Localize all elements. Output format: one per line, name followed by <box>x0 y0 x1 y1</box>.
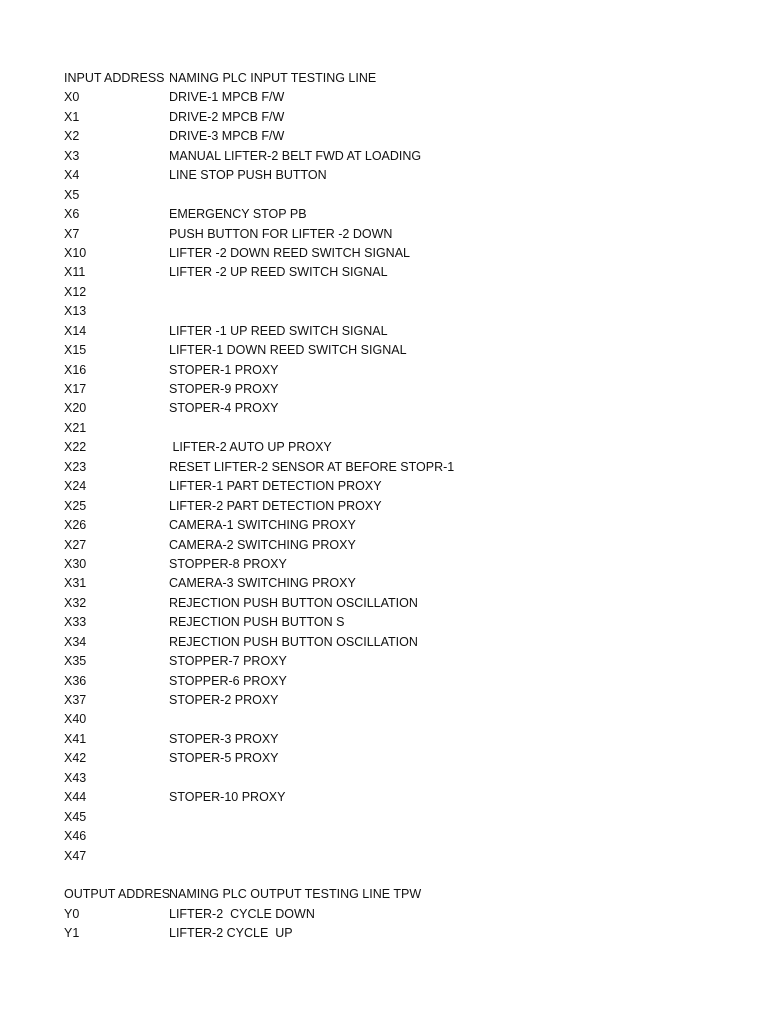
output-row <box>64 905 744 924</box>
address-cell: X46 <box>64 829 87 844</box>
input-row <box>64 283 744 302</box>
input-row <box>64 244 744 263</box>
address-cell: X45 <box>64 809 87 824</box>
address-cell: X40 <box>64 712 87 727</box>
naming-cell: EMERGENCY STOP PB <box>169 207 307 222</box>
input-row <box>64 574 744 593</box>
input-row <box>64 672 744 691</box>
naming-cell: STOPPER-6 PROXY <box>169 673 287 688</box>
input-row <box>64 438 744 457</box>
naming-cell: LIFTER-1 PART DETECTION PROXY <box>169 479 382 494</box>
naming-cell <box>169 808 744 827</box>
naming-cell: REJECTION PUSH BUTTON S <box>169 615 345 630</box>
input-row <box>64 749 744 768</box>
address-cell: X2 <box>64 129 80 144</box>
address-cell: X35 <box>64 654 87 669</box>
address-cell: X25 <box>64 498 87 513</box>
naming-cell: CAMERA-1 SWITCHING PROXY <box>169 518 356 533</box>
address-cell: X10 <box>64 245 87 260</box>
naming-cell <box>169 827 744 846</box>
input-row <box>64 769 744 788</box>
address-cell: X43 <box>64 770 87 785</box>
input-row <box>64 166 744 185</box>
address-cell: X17 <box>64 382 87 396</box>
address-cell: X16 <box>64 362 87 377</box>
address-cell: X0 <box>64 90 80 105</box>
naming-cell: STOPER-2 PROXY <box>169 693 279 707</box>
address-cell: X13 <box>64 304 87 319</box>
input-address-header: INPUT ADDRESS <box>64 71 165 85</box>
address-cell: X26 <box>64 518 87 533</box>
address-cell: X12 <box>64 284 87 299</box>
address-cell: X6 <box>64 207 80 222</box>
address-cell: X7 <box>64 226 80 241</box>
naming-cell: DRIVE-1 MPCB F/W <box>169 90 285 105</box>
input-row <box>64 322 744 341</box>
naming-cell <box>169 769 744 788</box>
naming-cell: STOPER-9 PROXY <box>169 382 279 396</box>
input-row <box>64 691 744 710</box>
input-list <box>64 88 744 866</box>
naming-cell: DRIVE-2 MPCB F/W <box>169 109 285 124</box>
address-cell: X22 <box>64 440 87 455</box>
address-cell: X34 <box>64 634 87 649</box>
input-row <box>64 108 744 127</box>
address-cell: X5 <box>64 187 80 202</box>
naming-cell: LIFTER-2 AUTO UP PROXY <box>169 440 332 455</box>
output-list <box>64 905 744 944</box>
naming-cell: LIFTER-2 CYCLE DOWN <box>169 906 315 921</box>
naming-cell: LIFTER-1 DOWN REED SWITCH SIGNAL <box>169 343 407 358</box>
input-row <box>64 536 744 555</box>
naming-cell: LIFTER-2 PART DETECTION PROXY <box>169 498 382 513</box>
address-cell: X20 <box>64 401 87 416</box>
input-row <box>64 205 744 224</box>
naming-cell: STOPER-5 PROXY <box>169 751 279 766</box>
address-cell: X41 <box>64 731 87 746</box>
naming-cell: CAMERA-2 SWITCHING PROXY <box>169 537 356 552</box>
address-cell: X21 <box>64 420 87 435</box>
address-cell: X31 <box>64 576 87 591</box>
address-cell: X42 <box>64 751 87 766</box>
input-row <box>64 710 744 729</box>
output-row <box>64 924 744 943</box>
naming-cell: LIFTER -1 UP REED SWITCH SIGNAL <box>169 323 388 338</box>
input-row <box>64 186 744 205</box>
output-header-row <box>64 885 744 904</box>
naming-cell: MANUAL LIFTER-2 BELT FWD AT LOADING <box>169 148 422 163</box>
naming-cell: STOPER-3 PROXY <box>169 731 279 746</box>
input-row <box>64 555 744 574</box>
address-cell: X14 <box>64 323 87 338</box>
address-cell: X33 <box>64 615 87 630</box>
address-cell: Y0 <box>64 906 80 921</box>
address-cell: X24 <box>64 479 87 494</box>
address-cell: X32 <box>64 595 87 610</box>
address-cell: X37 <box>64 693 87 707</box>
input-row <box>64 147 744 166</box>
input-row <box>64 419 744 438</box>
address-cell: Y1 <box>64 926 80 941</box>
input-row <box>64 594 744 613</box>
input-row <box>64 477 744 496</box>
address-cell: X23 <box>64 459 87 474</box>
naming-cell: REJECTION PUSH BUTTON OSCILLATION <box>169 595 418 610</box>
naming-cell: DRIVE-3 MPCB F/W <box>169 129 285 144</box>
input-row <box>64 497 744 516</box>
input-row <box>64 516 744 535</box>
input-header-row <box>64 69 744 88</box>
address-cell: X36 <box>64 673 87 688</box>
input-row <box>64 730 744 749</box>
input-row <box>64 788 744 807</box>
input-row <box>64 127 744 146</box>
naming-cell: REJECTION PUSH BUTTON OSCILLATION <box>169 634 418 649</box>
naming-cell: RESET LIFTER-2 SENSOR AT BEFORE STOPR-1 <box>169 459 455 474</box>
naming-cell: LIFTER -2 UP REED SWITCH SIGNAL <box>169 265 388 280</box>
naming-cell: CAMERA-3 SWITCHING PROXY <box>169 576 356 591</box>
input-row <box>64 380 744 399</box>
naming-cell: STOPER-1 PROXY <box>169 362 279 377</box>
input-row <box>64 633 744 652</box>
address-cell: X11 <box>64 265 86 280</box>
naming-cell: STOPER-4 PROXY <box>169 401 279 416</box>
address-cell: X4 <box>64 168 80 183</box>
naming-cell <box>169 186 744 205</box>
io-list-sheet <box>64 69 744 944</box>
address-cell: X3 <box>64 148 80 163</box>
input-row <box>64 361 744 380</box>
naming-cell: STOPPER-7 PROXY <box>169 654 287 669</box>
naming-cell: STOPER-10 PROXY <box>169 790 286 805</box>
input-row <box>64 613 744 632</box>
address-cell: X44 <box>64 790 87 805</box>
input-row <box>64 263 744 282</box>
naming-cell <box>169 710 744 729</box>
input-row <box>64 225 744 244</box>
address-cell: X30 <box>64 556 87 571</box>
section-spacer <box>64 866 744 885</box>
input-row <box>64 847 744 866</box>
naming-cell <box>169 302 744 321</box>
input-row <box>64 302 744 321</box>
output-address-header: OUTPUT ADDRES <box>64 887 171 902</box>
input-row <box>64 341 744 360</box>
address-cell: X15 <box>64 343 87 358</box>
address-cell: X47 <box>64 848 87 863</box>
naming-cell <box>169 283 744 302</box>
address-cell: X27 <box>64 537 87 552</box>
naming-cell: LINE STOP PUSH BUTTON <box>169 168 327 183</box>
naming-cell: STOPPER-8 PROXY <box>169 556 287 571</box>
output-naming-header: NAMING PLC OUTPUT TESTING LINE TPW <box>169 887 422 902</box>
naming-cell <box>169 847 744 866</box>
naming-cell: LIFTER -2 DOWN REED SWITCH SIGNAL <box>169 245 410 260</box>
input-row <box>64 652 744 671</box>
input-row <box>64 827 744 846</box>
input-row <box>64 88 744 107</box>
address-cell: X1 <box>64 109 80 124</box>
naming-cell: PUSH BUTTON FOR LIFTER -2 DOWN <box>169 226 393 241</box>
input-row <box>64 458 744 477</box>
input-naming-header: NAMING PLC INPUT TESTING LINE <box>169 71 377 85</box>
input-row <box>64 808 744 827</box>
naming-cell <box>169 419 744 438</box>
naming-cell: LIFTER-2 CYCLE UP <box>169 926 293 941</box>
input-row <box>64 399 744 418</box>
